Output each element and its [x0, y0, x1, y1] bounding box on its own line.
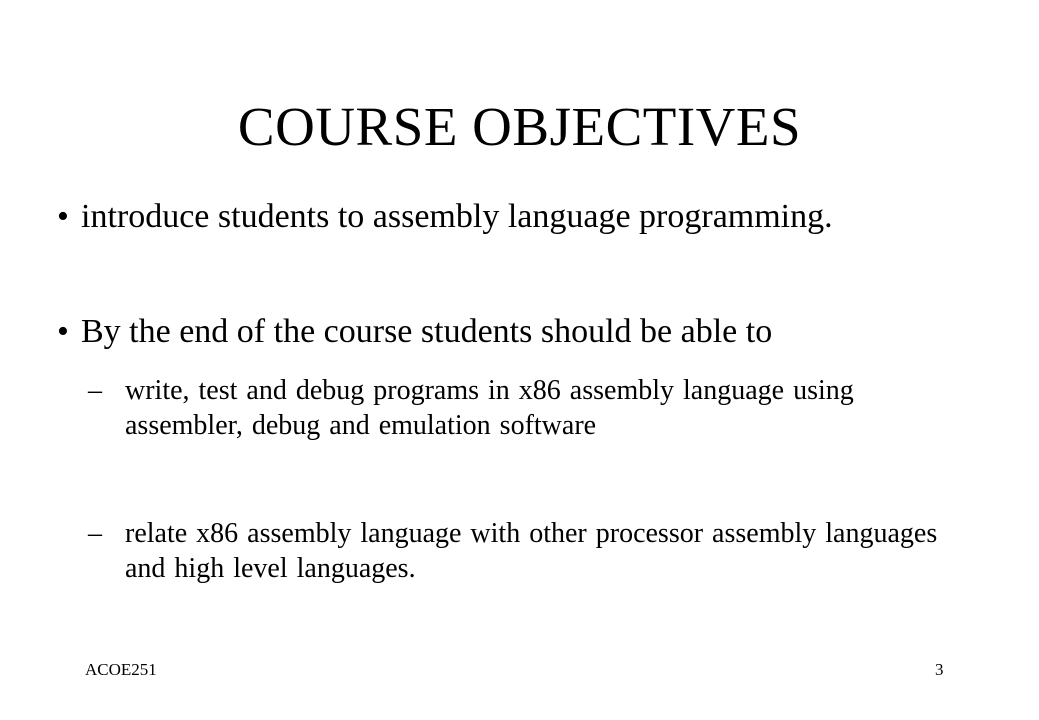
dash-marker: – — [88, 375, 102, 406]
footer-page-number: 3 — [935, 660, 944, 679]
bullet-text: By the end of the course students should be able to — [81, 313, 773, 350]
bullet-marker: • — [57, 313, 69, 350]
slide-title: COURSE OBJECTIVES — [237, 96, 802, 157]
sub-bullet-text: write, test and debug programs in x86 assembly language using assembler, debug and emulation software — [125, 375, 854, 441]
sub-bullet-text: relate x86 assembly language with other processor assembly languages and high level languages. — [125, 518, 938, 584]
bullet-marker: • — [57, 198, 69, 235]
bullet-text: introduce students to assembly language programming. — [81, 198, 833, 235]
dash-marker: – — [88, 518, 102, 549]
footer-course-code: ACOE251 — [85, 660, 157, 679]
